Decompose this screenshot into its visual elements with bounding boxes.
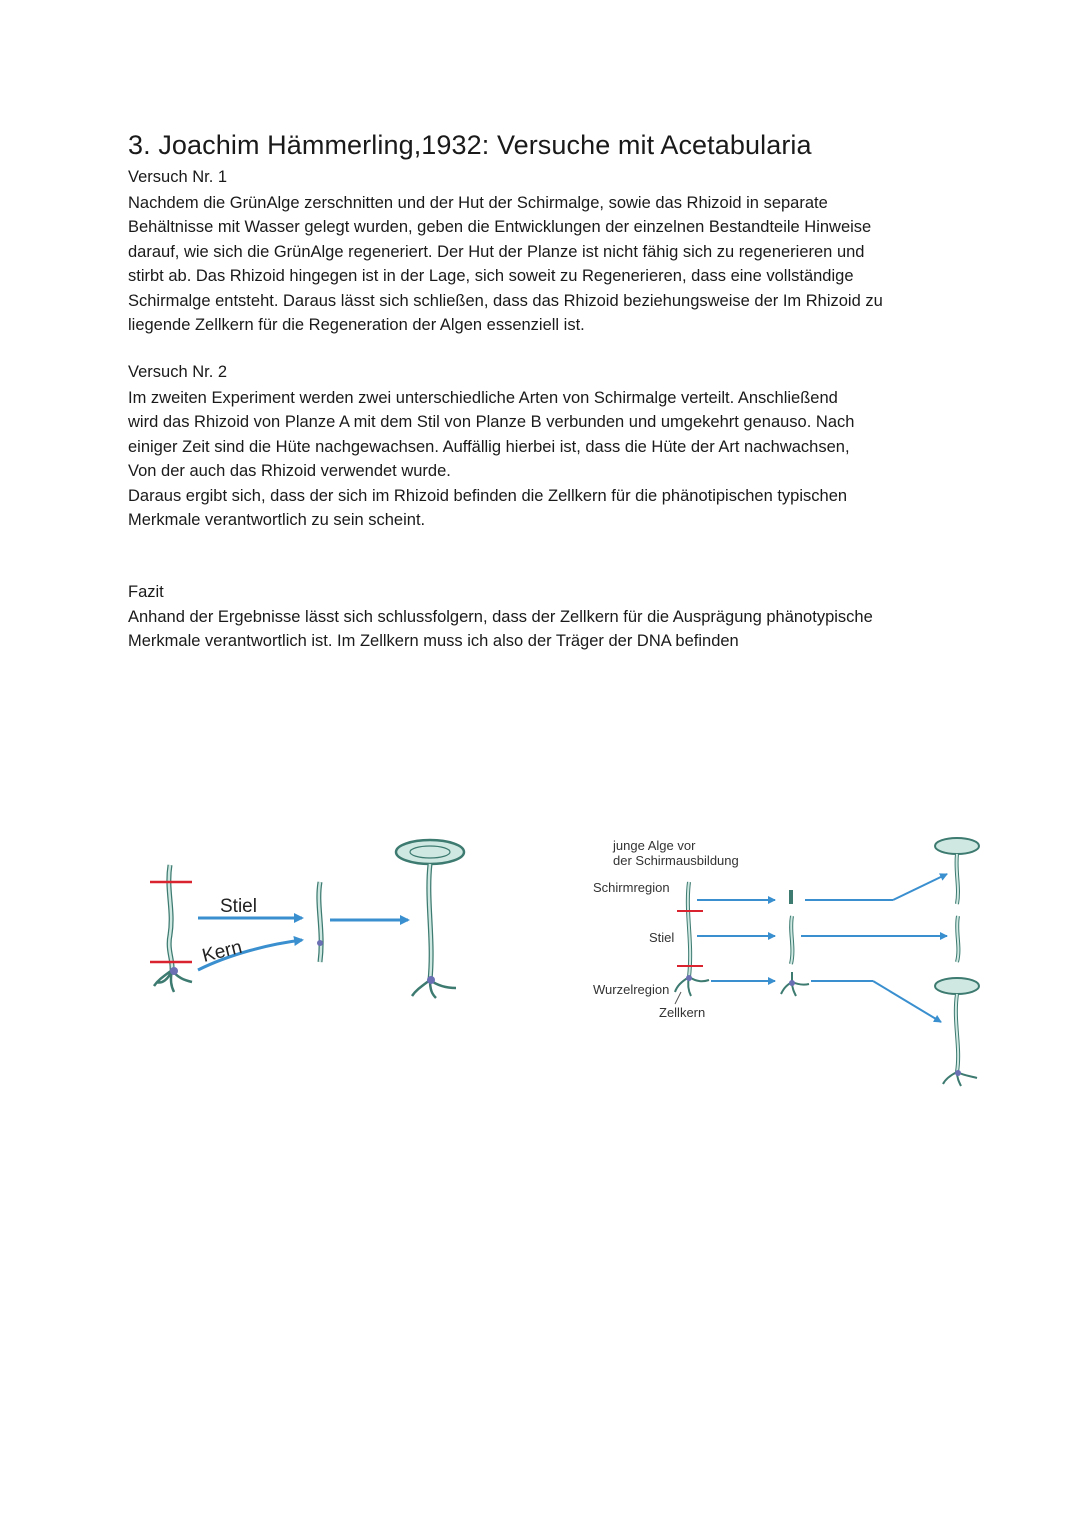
- paragraph-line: stirbt ab. Das Rhizoid hingegen ist in der Lage, sich soweit zu Regenerieren, dass eine vollständige: [128, 267, 854, 286]
- label-schirmregion: Schirmregion: [593, 880, 670, 895]
- paragraph-line: Im zweiten Experiment werden zwei unterschiedliche Arten von Schirmalge verteilt. Anschließend: [128, 389, 838, 407]
- paragraph-line: darauf, wie sich die GrünAlge regeneriert. Der Hut der Planze ist nicht fähig sich zu regenerieren und: [128, 242, 865, 261]
- paragraph-line: Nachdem die GrünAlge zerschnitten und der Hut der Schirmalge, sowie das Rhizoid in separate: [128, 194, 828, 212]
- alga-rhizoid-piece: [781, 972, 809, 996]
- fazit-paragraph: [128, 605, 958, 654]
- page-title: 3. Joachim Hämmerling,1932: Versuche mit Acetabularia: [128, 130, 812, 160]
- label-zellkern: Zellkern: [659, 1005, 706, 1020]
- versuch2-heading: Versuch Nr. 2: [128, 363, 228, 381]
- fazit-heading: Fazit: [128, 583, 164, 601]
- paragraph-line: Anhand der Ergebnisse lässt sich schlussfolgern, dass der Zellkern für die Ausprägung phänotypische: [128, 608, 873, 626]
- paragraph-line: Von der auch das Rhizoid verwendet wurde.: [128, 462, 451, 481]
- alga-stalk-piece: [317, 882, 323, 962]
- paragraph-line: Behältnisse mit Wasser gelegt wurden, geben die Entwicklungen der einzelnen Bestandteile Hinweise: [128, 218, 872, 237]
- label-schirmausbildung: der Schirmausbildung: [613, 853, 739, 868]
- versuch1-paragraph: [128, 191, 958, 337]
- label-kern: Kern: [200, 936, 245, 967]
- alga-original: [154, 865, 192, 992]
- paragraph-line: einiger Zeit sind die Hüte nachgewachsen. Auffällig hierbei ist, dass die Hüte der Art nachwachsen,: [128, 437, 850, 456]
- figure-regeneration-right: [585, 832, 995, 1092]
- paragraph-line: Merkmale verantwortlich zu sein scheint.: [128, 511, 426, 530]
- umbrella-cap-icon: [396, 840, 464, 864]
- label-stiel: Stiel: [220, 896, 257, 917]
- paragraph-line: Schirmalge entsteht. Daraus lässt sich schließen, dass das Rhizoid beziehungsweise der Im Rhizoid zu: [128, 291, 883, 310]
- paragraph-line: wird das Rhizoid von Planze A mit dem Stil von Planze B verbunden und umgekehrt genauso. Nach: [128, 413, 855, 432]
- paragraph-line: liegende Zellkern für die Regeneration der Algen essenziell ist.: [128, 316, 585, 335]
- alga-cap-regrown: [935, 838, 979, 904]
- versuch1-heading: Versuch Nr. 1: [128, 168, 228, 186]
- nucleus-icon: [170, 967, 178, 975]
- paragraph-line: Daraus ergibt sich, dass der sich im Rhizoid befinden die Zellkern für die phänotipischen typischen: [128, 486, 848, 505]
- alga-regenerated-full: [935, 978, 979, 1086]
- versuch2-paragraph: [128, 386, 958, 532]
- label-junge-alge: junge Alge vor: [613, 838, 696, 853]
- label-wurzelregion: Wurzelregion: [593, 982, 670, 997]
- label-stiel: Stiel: [649, 930, 675, 945]
- figure-regeneration-left: [140, 830, 480, 1010]
- paragraph-line: Merkmale verantwortlich ist. Im Zellkern muss ich also der Träger der DNA befinden: [128, 632, 739, 651]
